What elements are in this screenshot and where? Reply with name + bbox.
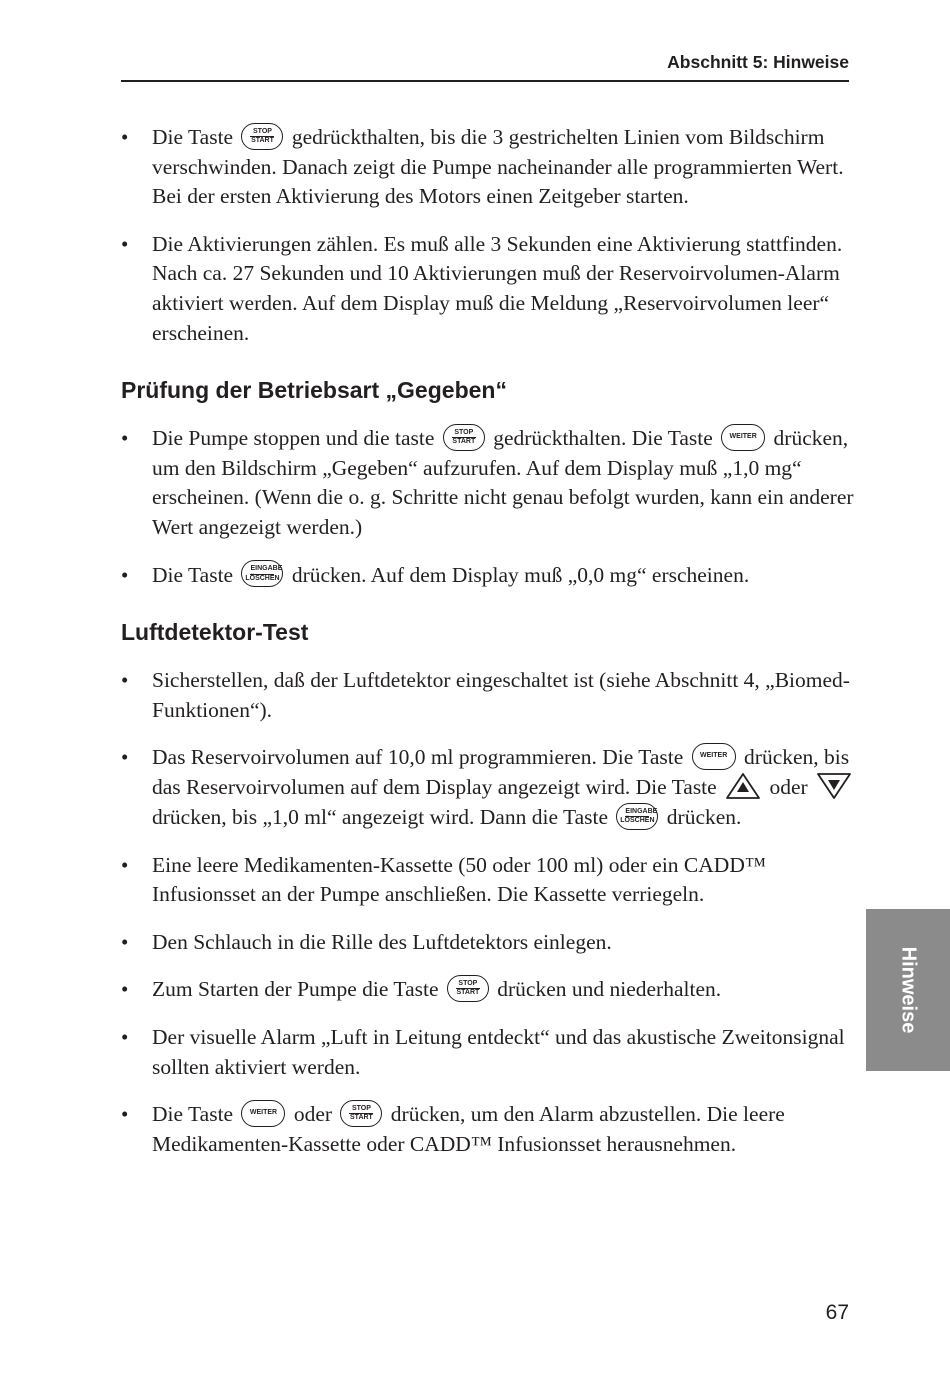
bullet-text: gedrückthalten, bis die 3 gestrichelten Linien vom Bildschirm verschwinden. Danach zeigt die Pumpe nacheinander alle programmierten Wert. Bei der ersten Aktivierung des Motors einen Zeitgeber starten.: [152, 125, 844, 209]
bullet-text: oder: [293, 1102, 333, 1127]
bullet-item: [121, 123, 856, 212]
eingabe-loeschen-key-icon: EINGABE LÖSCHEN: [616, 803, 658, 830]
bullet-text: drücken und niederhalten.: [497, 977, 722, 1002]
down-arrow-key-icon: [816, 772, 852, 800]
bullet-text: Zum Starten der Pumpe die Taste: [152, 977, 439, 1002]
bullet-text: drücken. Auf dem Display muß „0,0 mg“ erscheinen.: [291, 562, 750, 587]
bullet-text: Die Aktivierungen zählen. Es muß alle 3 Sekunden eine Aktivierung stattfinden. Nach ca. 27 Sekunden und 10 Aktivierungen muß der Reservoirvolumen-Alarm aktiviert werden. Auf dem Display muß die Meldung „Reservoirvolumen leer“ erscheinen.: [152, 231, 843, 345]
up-arrow-key-icon: [725, 772, 761, 800]
bullet-text: drücken.: [666, 804, 742, 829]
bullet-text: Die Taste: [152, 1102, 234, 1127]
bullet-text: Das Reservoirvolumen auf 10,0 ml programmieren. Die Taste: [152, 745, 684, 770]
stop-start-key-icon: STOP START: [340, 1100, 382, 1127]
section-header: Abschnitt 5: Hinweise: [667, 52, 849, 72]
bullet-item: [121, 561, 856, 591]
bullet-item: [121, 666, 856, 725]
weiter-key-icon: WEITER: [721, 424, 765, 451]
weiter-key-icon: WEITER: [692, 743, 736, 770]
bullet-text: Der visuelle Alarm „Luft in Leitung entdeckt“ und das akustische Zweitonsignal sollten aktiviert werden.: [152, 1024, 845, 1079]
page-number: 67: [825, 1301, 849, 1324]
bullet-text: oder: [769, 774, 808, 799]
bullet-text: Den Schlauch in die Rille des Luftdetektors einlegen.: [152, 929, 612, 954]
weiter-key-icon: WEITER: [241, 1100, 285, 1127]
bullet-item: [121, 743, 856, 832]
stop-start-key-icon: STOP START: [241, 123, 283, 150]
side-tab-label: Hinweise: [897, 946, 920, 1034]
chapter-side-tab: [866, 909, 950, 1071]
stop-start-key-icon: STOP START: [443, 424, 485, 451]
bullet-item: [121, 230, 856, 348]
bullet-text: drücken, um den Bildschirm „Gegeben“ aufzurufen. Auf dem Display muß „1,0 mg“ erscheinen. (Wenn die o. g. Schritte nicht genau befolgt wurden, kann ein anderer Wert angezeigt werden.): [152, 426, 854, 539]
bullet-item: [121, 1100, 856, 1159]
section-heading: Prüfung der Betriebsart „Gegeben“: [121, 377, 507, 404]
stop-start-key-icon: STOP START: [447, 975, 489, 1002]
bullet-text: Eine leere Medikamenten-Kassette (50 oder 100 ml) oder ein CADD™ Infusionsset an der Pumpe anschließen. Die Kassette verriegeln.: [152, 852, 766, 907]
bullet-item: [121, 928, 856, 958]
bullet-text: drücken, bis das Reservoirvolumen auf dem Display angezeigt wird. Die Taste: [152, 745, 850, 799]
bullet-text: gedrückthalten. Die Taste: [493, 426, 713, 451]
bullet-text: drücken, bis „1,0 ml“ angezeigt wird. Dann die Taste: [152, 804, 609, 829]
page-content: [121, 123, 856, 1159]
eingabe-loeschen-key-icon: EINGABE LÖSCHEN: [241, 560, 283, 587]
section-heading: Luftdetektor-Test: [121, 619, 309, 646]
bullet-text: Die Pumpe stoppen und die taste: [152, 426, 435, 451]
bullet-text: drücken, um den Alarm abzustellen. Die leere Medikamenten-Kassette oder CADD™ Infusionsset herausnehmen.: [152, 1102, 785, 1156]
bullet-text: Sicherstellen, daß der Luftdetektor eingeschaltet ist (siehe Abschnitt 4, „Biomed-Funktionen“).: [152, 668, 850, 722]
bullet-item: [121, 975, 856, 1005]
bullet-item: [121, 424, 856, 542]
bullet-item: [121, 1023, 856, 1082]
bullet-item: [121, 851, 856, 910]
bullet-text: Die Taste: [152, 562, 234, 587]
header-rule: [121, 80, 849, 82]
bullet-text: Die Taste: [152, 125, 234, 149]
